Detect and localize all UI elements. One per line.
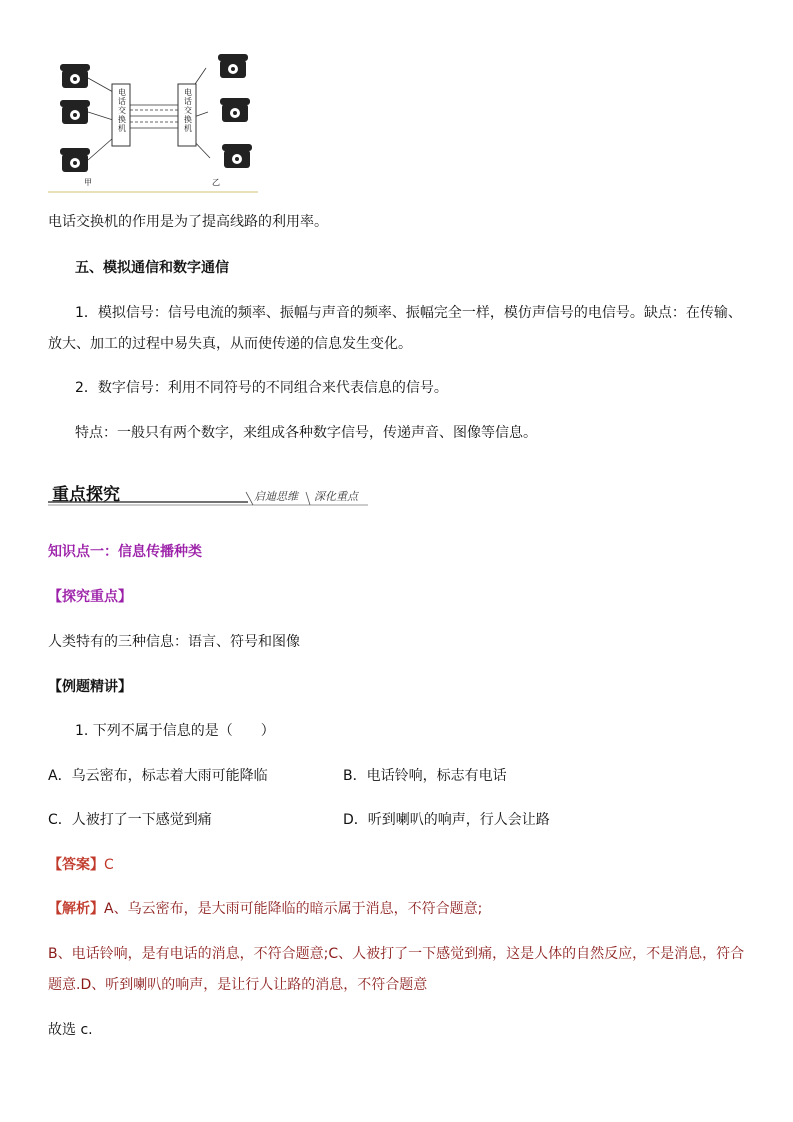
banner-tag-1: 启迪思维 [254, 490, 298, 503]
example-label: 【例题精讲】 [48, 679, 132, 695]
telephone-exchange-diagram [48, 50, 258, 195]
option-c: C．人被打了一下感觉到痛 [48, 812, 212, 828]
analysis-label: 【解析】 [48, 901, 104, 917]
banner-title: 重点探究 [52, 485, 120, 505]
phone-icon [60, 64, 90, 88]
paragraph-feature: 特点：一般只有两个数字，来组成各种数字信号，传递声音、图像等信息。 [75, 425, 537, 441]
banner-tag-2: 深化重点 [314, 490, 358, 503]
knowledge-point-title: 知识点一：信息传播种类 [48, 544, 202, 560]
option-d: D．听到喇叭的响声，行人会让路 [343, 812, 550, 828]
option-a: A．乌云密布，标志着大雨可能降临 [48, 768, 268, 784]
phone-icon [218, 54, 248, 78]
phone-icon [220, 98, 250, 122]
paragraph-analog-line2: 放大、加工的过程中易失真，从而使传递的信息发生变化。 [48, 336, 412, 352]
final-choice: 故选 c. [48, 1022, 93, 1038]
paragraph-analog-line1: 1．模拟信号：信号电流的频率、振幅与声音的频率、振幅完全一样，模仿声信号的电信号。缺点：在传输、 [75, 305, 742, 321]
diagram-label-yi: 乙 [212, 178, 220, 187]
analysis-line-3: 题意.D、听到喇叭的响声，是让行人让路的消息，不符合题意 [48, 977, 428, 993]
analysis-text-1: A、乌云密布，是大雨可能降临的暗示属于消息，不符合题意; [104, 901, 483, 917]
question-stem: 1. 下列不属于信息的是（ ） [75, 723, 275, 739]
intro-line: 电话交换机的作用是为了提高线路的利用率。 [48, 214, 328, 230]
explore-label: 【探究重点】 [48, 589, 132, 605]
paragraph-digital: 2．数字信号：利用不同符号的不同组合来代表信息的信号。 [75, 380, 448, 396]
banner-underline [48, 478, 368, 510]
phone-icon [60, 100, 90, 124]
analysis-line-2: B、电话铃响，是有电话的消息，不符合题意;C、人被打了一下感觉到痛，这是人体的自然反应，不是消息，符合 [48, 946, 745, 962]
diagram-label-jia: 甲 [84, 178, 92, 187]
analysis-line-1 [48, 899, 482, 919]
explore-text: 人类特有的三种信息：语言、符号和图像 [48, 634, 300, 650]
answer-value: C [104, 857, 114, 873]
switch-label-right: 电话交换机 [184, 88, 192, 133]
section-heading: 五、模拟通信和数字通信 [75, 260, 229, 276]
phone-icon [222, 144, 252, 168]
phone-icon [60, 148, 90, 172]
answer-label: 【答案】 [48, 857, 104, 873]
switch-label-left: 电话交换机 [118, 88, 126, 133]
option-b: B．电话铃响，标志有电话 [343, 768, 507, 784]
section-banner [48, 478, 368, 510]
answer-line [48, 855, 114, 875]
